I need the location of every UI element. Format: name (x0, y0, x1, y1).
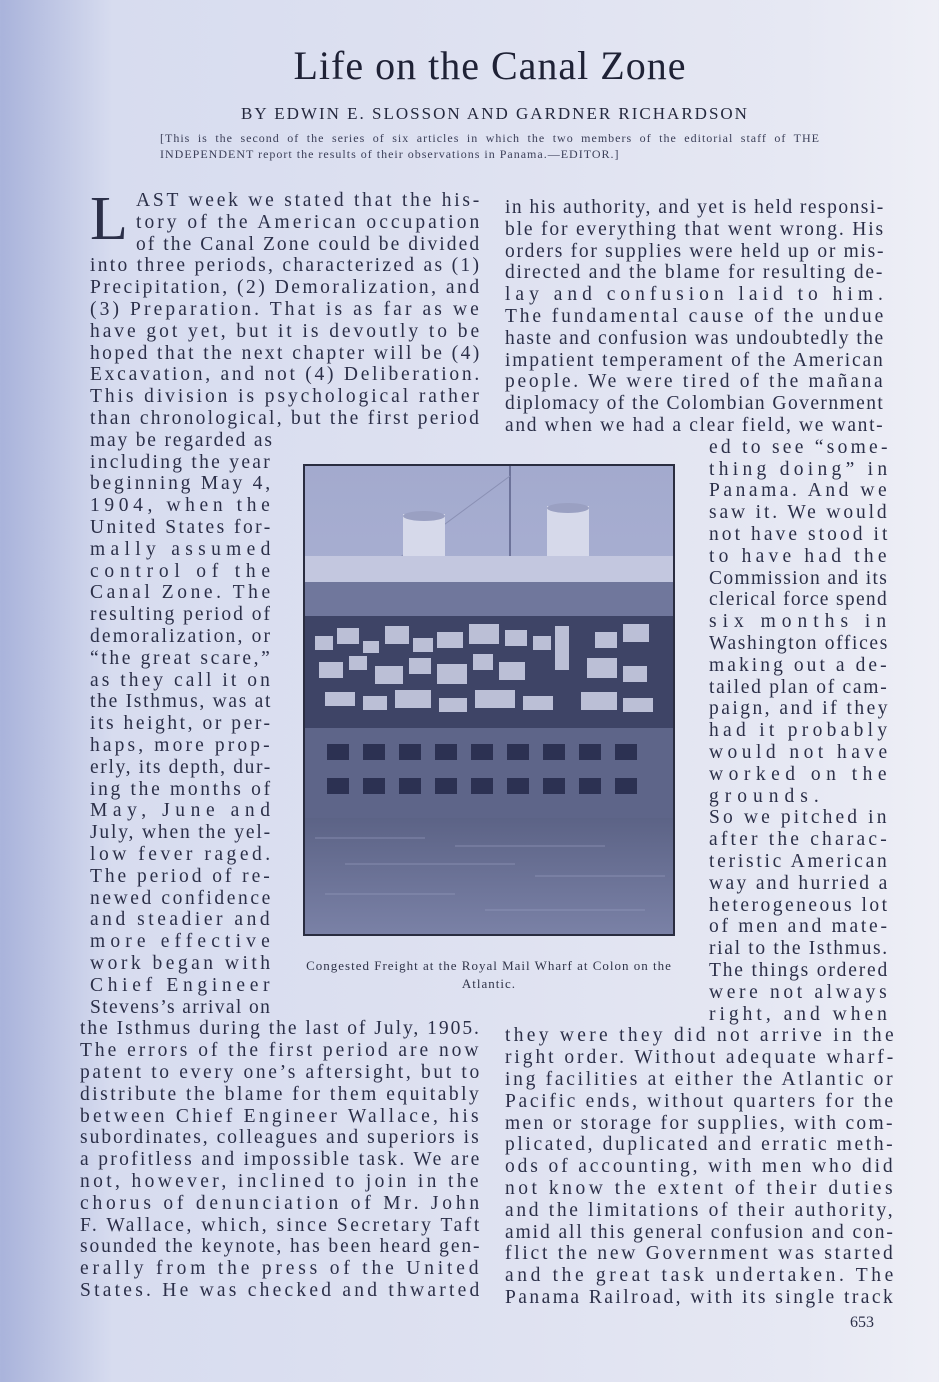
col1-line: Canal Zone. The (90, 582, 274, 604)
freight-wharf-photo (303, 464, 675, 936)
col1-line: the Isthmus during the last of July, 1905. (80, 1018, 481, 1040)
col2-line: The things ordered (709, 960, 890, 981)
col2-line: paign, and if they (709, 698, 890, 720)
col2-line: orders for supplies were held up or mis- (505, 240, 886, 262)
col2-line: and the great task undertaken. The (505, 1265, 897, 1287)
col2-line: ed to see “some- (709, 436, 891, 458)
col2-line: ods of accounting, with men who did (505, 1156, 896, 1178)
col2-line: plicated, duplicated and erratic meth- (505, 1134, 896, 1156)
col2-line: flict the new Government was started (505, 1243, 896, 1265)
col1-line: This division is psychological rather (90, 386, 482, 408)
col2-line: heterogeneous lot (709, 894, 890, 916)
col1-line: into three periods, characterized as (1) (90, 255, 482, 277)
col1-line: subordinates, colleagues and superiors is (80, 1127, 481, 1149)
col2-line: right order. Without adequate wharf- (505, 1047, 897, 1069)
col1-line: (3) Preparation. That is as far as we (90, 299, 482, 320)
col1-line: not, however, inclined to join in the (80, 1171, 482, 1192)
col1-line: “the great scare,” (90, 647, 273, 669)
col1-line: mally assumed (90, 538, 276, 560)
col2-line: right, and when (709, 1003, 891, 1025)
figure-caption: Congested Freight at the Royal Mail Wharf at Colon on the Atlantic. (306, 958, 672, 991)
col2-line: making out a de- (709, 654, 890, 676)
col1-line: and steadier and (90, 909, 274, 931)
col1-line: a profitless and impossible task. We are (80, 1149, 482, 1171)
col1-line: its height, or per- (90, 713, 273, 735)
col2-line: Washington offices (709, 633, 889, 654)
col1-line: tory of the American occupation (136, 211, 483, 233)
col1-line: ing the months of (90, 778, 273, 800)
col2-line: had it probably (709, 720, 892, 742)
byline: BY EDWIN E. SLOSSON AND GARDNER RICHARDSON (241, 104, 749, 123)
col1-line: The period of re- (90, 865, 273, 887)
col1-line: erally from the press of the United (80, 1258, 483, 1280)
col1-line: May, June and (90, 800, 276, 822)
col2-line: saw it. We would (709, 502, 890, 524)
drop-cap: L (90, 185, 128, 253)
col2-line: they were they did not arrive in the (505, 1025, 897, 1047)
col1-line: erly, its depth, dur- (90, 756, 272, 778)
article-title: Life on the Canal Zone (293, 43, 687, 88)
col2-line: ble for everything that went wrong. His (505, 218, 885, 240)
photo-illustration (305, 466, 673, 934)
col2-line: way and hurried a (709, 872, 890, 894)
col1-line: including the year (90, 451, 273, 473)
col1-line: control of the (90, 560, 276, 582)
col1-line: low fever raged. (90, 844, 274, 865)
col1-line: United States for- (90, 517, 273, 538)
col2-line: clerical force spend (709, 589, 889, 611)
col1-line: the Isthmus, was at (90, 691, 273, 713)
col2-line: Panama. And we (709, 480, 891, 502)
col1-line: distribute the blame for them equitably (80, 1083, 482, 1105)
col2-line: people. We were tired of the mañana (505, 371, 886, 393)
col1-line: Stevens’s arrival on (90, 996, 272, 1018)
col1-line: July, when the yel- (90, 822, 272, 844)
col2-line: and the limitations of their authority, (505, 1199, 896, 1221)
col1-line: sounded the keynote, has been heard gen- (80, 1236, 482, 1258)
col2-line: impatient temperament of the American (505, 349, 885, 371)
col2-line: ing facilities at either the Atlantic or (505, 1069, 896, 1090)
col2-line: Pacific ends, without quarters for the (505, 1090, 896, 1112)
col1-line: resulting period of (90, 604, 273, 626)
col2-line: rial to the Isthmus. (709, 938, 889, 960)
col1-line: work began with (90, 953, 274, 974)
col1-line: demoralization, or (90, 626, 273, 647)
col2-line: thing doing” in (709, 458, 892, 480)
col1-line: may be regarded as (90, 429, 274, 451)
col1-line: between Chief Engineer Wallace, his (80, 1105, 482, 1127)
col1-line: haps, more prop- (90, 735, 273, 756)
col1-line: The errors of the first period are now (80, 1040, 482, 1062)
col1-line: of the Canal Zone could be divided (136, 233, 482, 255)
col1-line: than chronological, but the first period (90, 408, 482, 429)
col2-line: haste and confusion was undoubtedly the (505, 327, 885, 349)
editor-note: [This is the second of the series of six articles in which the two members of the editorial staff of THE INDEPENDENT report the results of their observations in Panama.—EDITOR.] (160, 131, 820, 161)
col1-line: patent to every one’s aftersight, but to (80, 1062, 482, 1083)
col1-line: AST week we stated that the his- (136, 190, 483, 211)
col1-line: newed confidence (90, 887, 273, 909)
col2-line: of men and mate- (709, 916, 890, 938)
col1-line: beginning May 4, (90, 473, 273, 495)
page-number: 653 (850, 1314, 874, 1331)
col2-line: grounds. (709, 785, 825, 807)
col2-line: after the charac- (709, 829, 890, 851)
col1-line: Excavation, and not (4) Deliberation. (90, 364, 482, 386)
col2-line: would not have (709, 742, 892, 763)
col2-line: were not always (709, 981, 891, 1003)
col1-line: hoped that the next chapter will be (4) (90, 342, 482, 364)
col2-line: tailed plan of cam- (709, 676, 889, 698)
col2-line: teristic American (709, 851, 890, 872)
col1-line: 1904, when the (90, 495, 275, 517)
col2-line: Panama Railroad, with its single track (505, 1287, 896, 1308)
col1-line: have got yet, but it is devoutly to be (90, 320, 483, 342)
col2-line: Commission and its (709, 567, 889, 589)
col1-line: chorus of denunciation of Mr. John (80, 1192, 483, 1214)
col2-line: not have stood it (709, 524, 891, 545)
col2-line: worked on the (709, 763, 893, 785)
col2-line: not know the extent of their duties (505, 1178, 897, 1199)
col2-line: amid all this general confusion and con- (505, 1221, 895, 1243)
col2-line: men or storage for supplies, with com- (505, 1112, 895, 1134)
col2-line: and when we had a clear field, we want- (505, 415, 885, 436)
col2-line: diplomacy of the Colombian Government (505, 393, 885, 415)
col2-line: directed and the blame for resulting de- (505, 262, 885, 284)
col1-line: States. He was checked and thwarted (80, 1280, 483, 1301)
col1-line: as they call it on (90, 669, 273, 691)
col2-line: six months in (709, 611, 893, 633)
col1-line: Precipitation, (2) Demoralization, and (90, 277, 482, 299)
col2-line: in his authority, and yet is held responsi- (505, 197, 885, 218)
col2-line: lay and confusion laid to him. (505, 284, 888, 306)
col2-line: So we pitched in (709, 807, 890, 829)
col1-line: more effective (90, 931, 275, 953)
col2-line: to have had the (709, 545, 891, 567)
col2-line: The fundamental cause of the undue (505, 306, 887, 327)
col1-line: F. Wallace, which, since Secretary Taft (80, 1214, 482, 1236)
col1-line: Chief Engineer (90, 974, 275, 996)
